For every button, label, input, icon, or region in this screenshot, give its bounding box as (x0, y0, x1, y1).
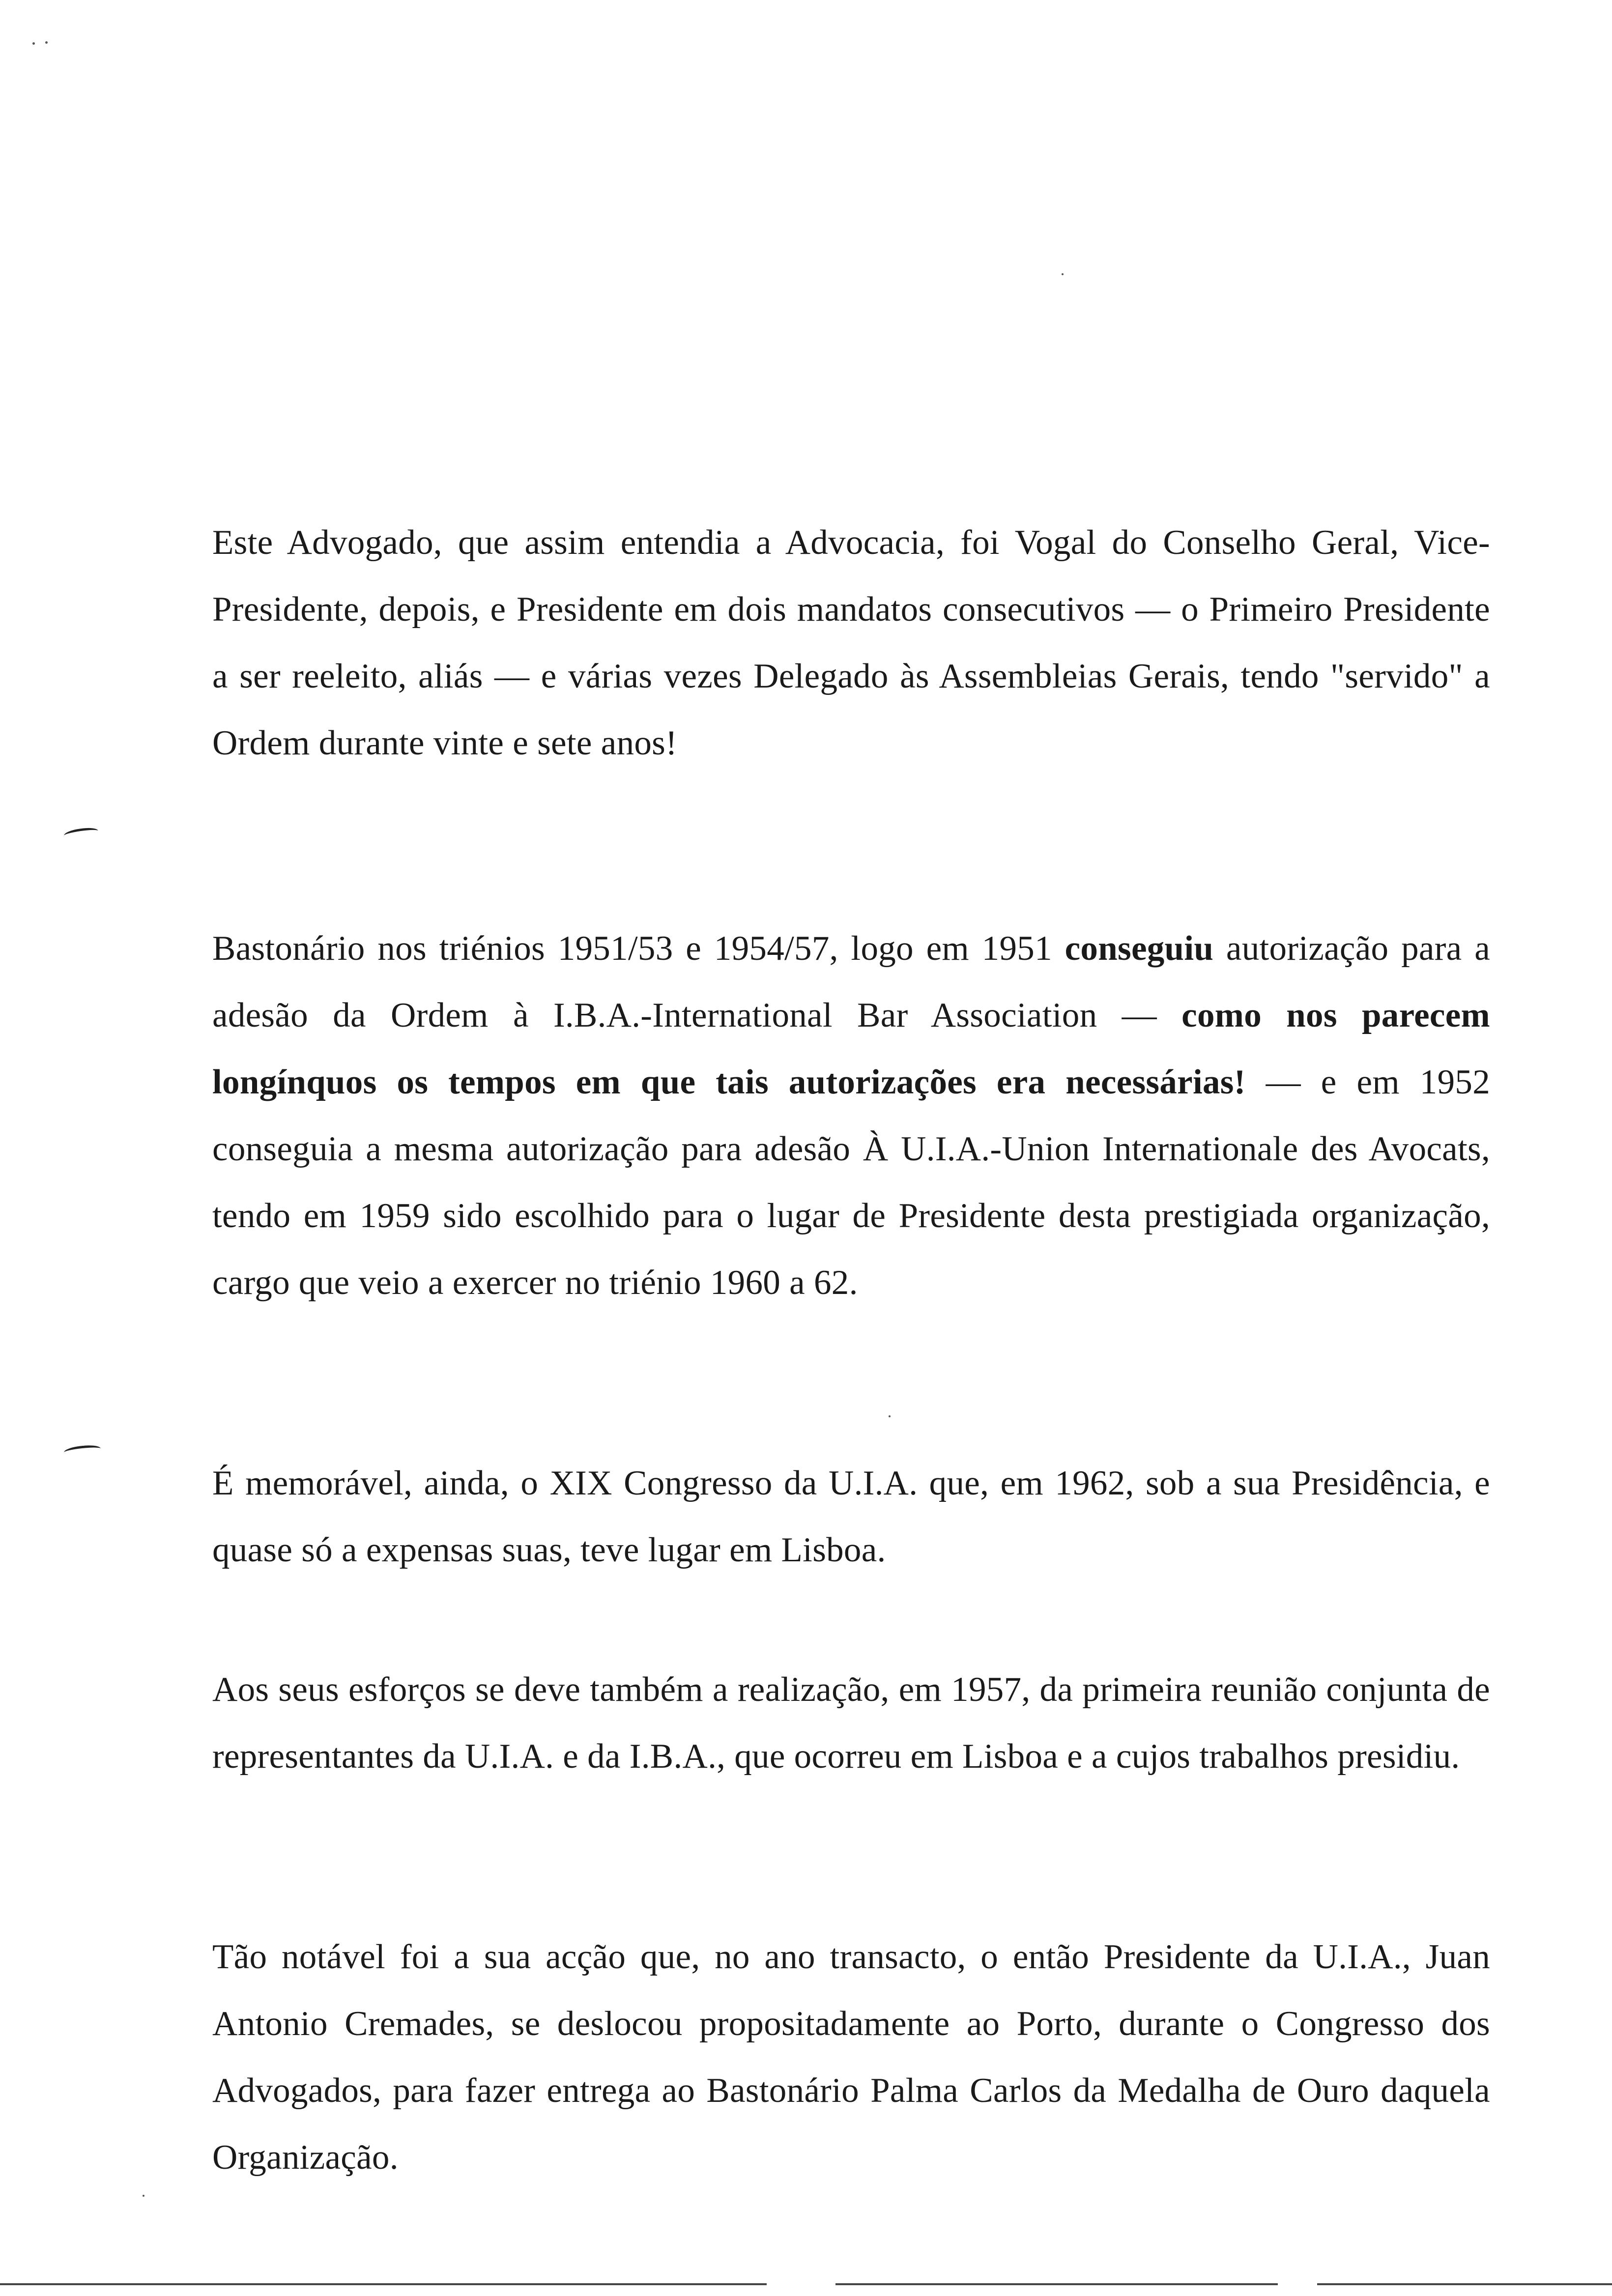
margin-pen-mark (63, 1444, 101, 1457)
paragraph-text: — e em 1952 conseguia a mesma autorização para adesão À U.I.A.-Union Internationale des Avocats, tendo em 1959 sido escolhido para o lugar de Presidente desta prestigiada organização, cargo que veio a exercer no triénio 1960 a 62. (212, 1063, 1490, 1302)
page-bottom-rule (0, 2283, 1612, 2285)
paragraph-2 (212, 915, 1490, 1316)
scan-speck (143, 2195, 144, 2197)
paragraph-text: Bastonário nos triénios 1951/53 e 1954/57, logo em 1951 (212, 929, 1065, 968)
paragraph-3 (212, 1450, 1490, 1583)
paragraph-text: Aos seus esforços se deve também a realização, em 1957, da primeira reunião conjunta de representantes da U.I.A. e da I.B.A., que ocorreu em Lisboa e a cujos trabalhos presidiu. (212, 1670, 1490, 1776)
paragraph-4 (212, 1656, 1490, 1790)
paragraph-1 (212, 509, 1490, 776)
paragraph-text: É memorável, ainda, o XIX Congresso da U.I.A. que, em 1962, sob a sua Presidência, e quase só a expensas suas, teve lugar em Lisboa. (212, 1464, 1490, 1569)
paragraph-text: Este Advogado, que assim entendia a Advocacia, foi Vogal do Conselho Geral, Vice-Presidente, depois, e Presidente em dois mandatos consecutivos — o Primeiro Presidente a ser reeleito, aliás — e várias vezes Delegado às Assembleias Gerais, tendo "servido" a Ordem durante vinte e sete anos! (212, 523, 1490, 762)
paragraph-text: autorização para a adesão da Ordem à I.B.A.-International Bar Association — (212, 929, 1491, 1034)
emphasized-text: como nos parecem longínquos os tempos em que tais autorizações era necessárias! (212, 996, 1490, 1101)
scan-speck (1062, 273, 1064, 275)
paragraph-text: Tão notável foi a sua acção que, no ano transacto, o então Presidente da U.I.A., Juan Antonio Cremades, se deslocou propositadamente ao Porto, durante o Congresso dos Advogados, para fazer entrega ao Bastonário Palma Carlos da Medalha de Ouro daquela Organização. (212, 1938, 1490, 2177)
scan-speck (889, 1415, 891, 1417)
scan-speck (32, 42, 35, 45)
emphasized-text: conseguiu (1065, 929, 1214, 968)
paragraph-5 (212, 1923, 1490, 2191)
margin-pen-mark (63, 826, 99, 840)
scan-speck (45, 41, 48, 44)
